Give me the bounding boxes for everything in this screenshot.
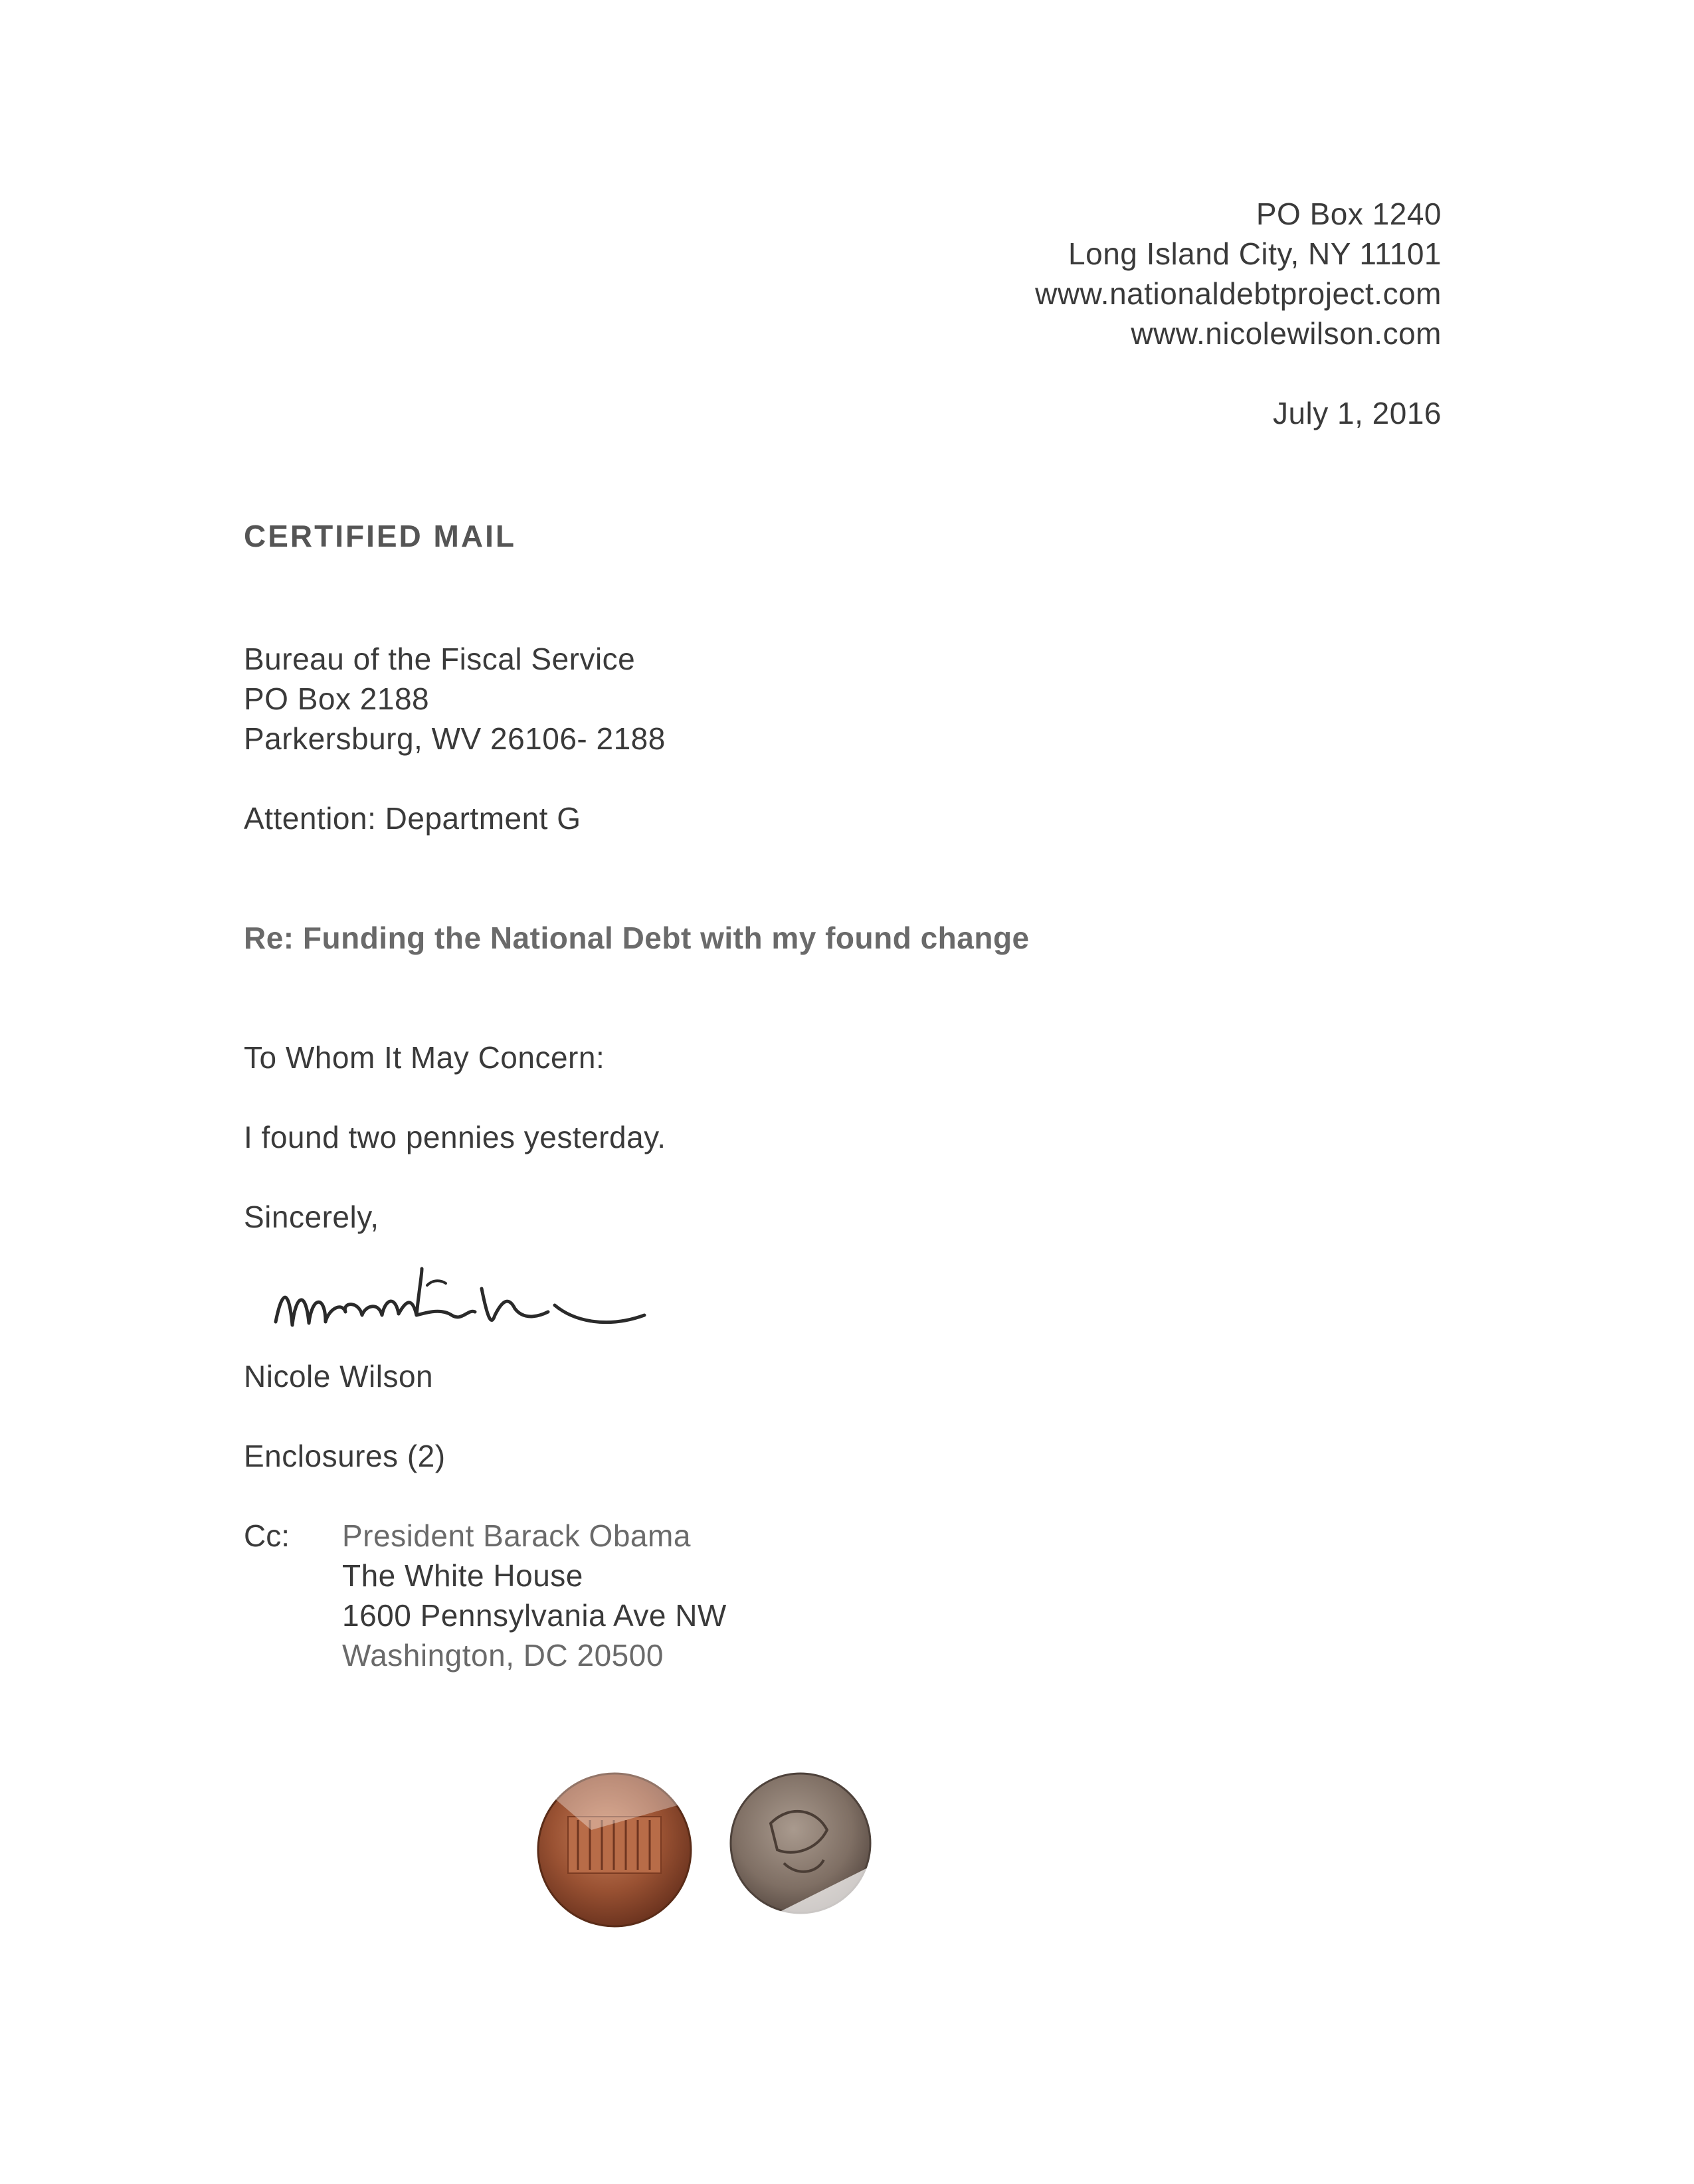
penny-1 [538, 1764, 691, 1926]
sender-address-line2: Long Island City, NY 11101 [1068, 236, 1442, 271]
subject-line: Re: Funding the National Debt with my found change [244, 921, 1030, 955]
sender-address-line1: PO Box 1240 [1256, 197, 1442, 231]
closing: Sincerely, [244, 1200, 379, 1234]
certified-mail-label: CERTIFIED MAIL [244, 519, 516, 553]
letter-date: July 1, 2016 [1272, 396, 1442, 430]
cc-label: Cc: [244, 1518, 290, 1553]
cc-street: 1600 Pennsylvania Ave NW [342, 1598, 727, 1633]
cc-org: The White House [342, 1558, 583, 1593]
recipient-address-line2: Parkersburg, WV 26106- 2188 [244, 721, 666, 756]
attention-line: Attention: Department G [244, 801, 581, 836]
sender-website-1: www.nationaldebtproject.com [1035, 276, 1442, 311]
penny-2 [731, 1774, 890, 1936]
enclosed-pennies-image [531, 1764, 903, 1936]
enclosures-line: Enclosures (2) [244, 1439, 446, 1473]
handwritten-signature [262, 1249, 661, 1348]
recipient-address-line1: PO Box 2188 [244, 682, 430, 716]
recipient-name: Bureau of the Fiscal Service [244, 642, 636, 676]
signer-name: Nicole Wilson [244, 1359, 434, 1394]
sender-website-2: www.nicolewilson.com [1131, 316, 1442, 351]
salutation: To Whom It May Concern: [244, 1040, 605, 1075]
letter-body: I found two pennies yesterday. [244, 1120, 666, 1154]
cc-name: President Barack Obama [342, 1518, 691, 1553]
cc-city: Washington, DC 20500 [342, 1638, 664, 1673]
